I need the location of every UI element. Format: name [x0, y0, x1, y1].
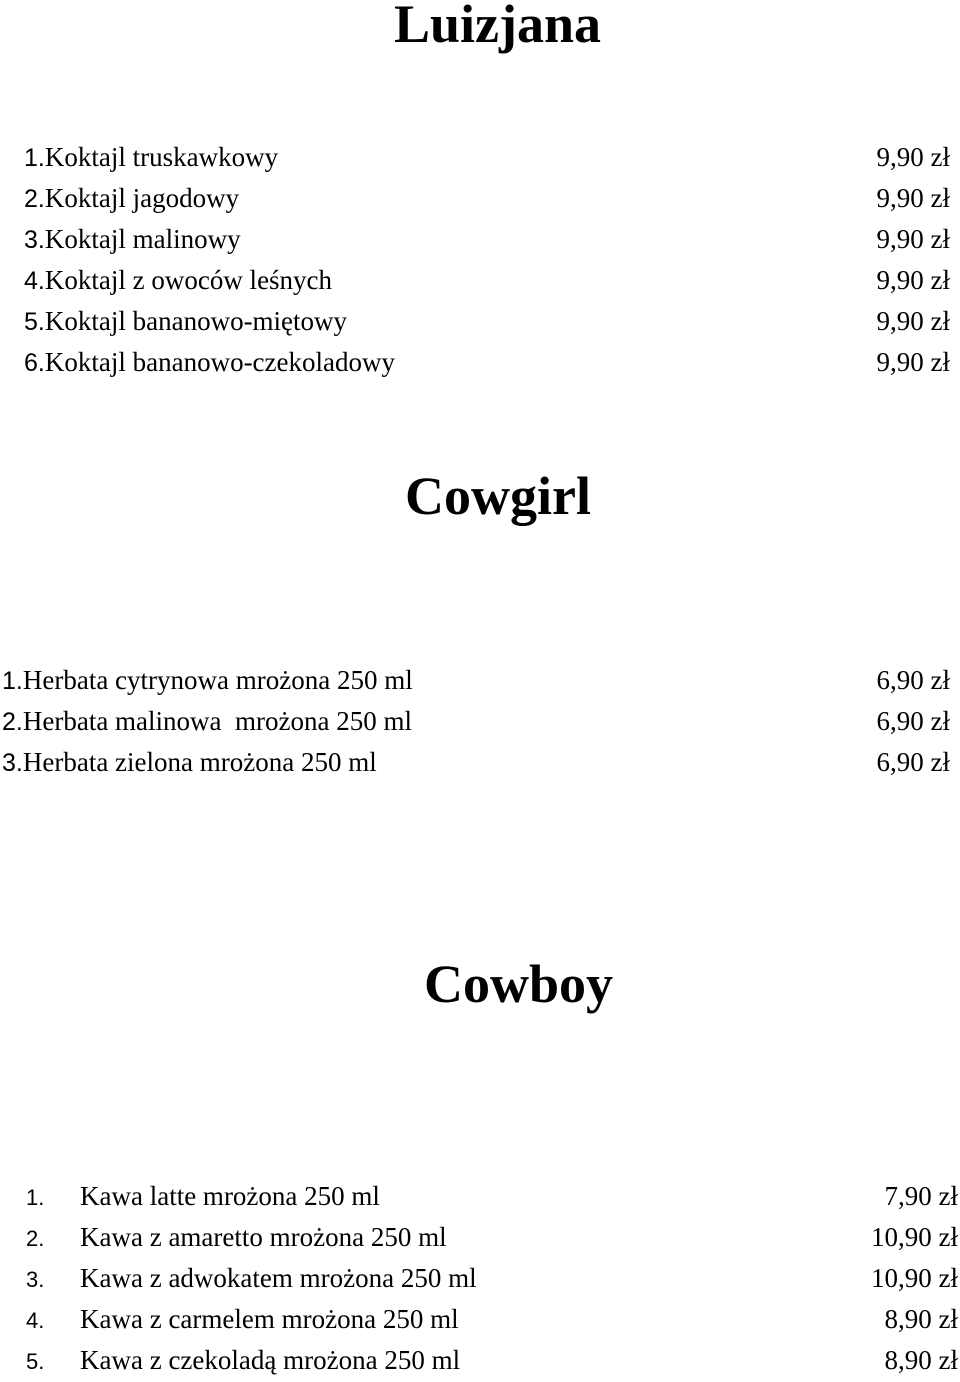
item-name: Koktajl z owoców leśnych [44, 265, 333, 295]
item-price: 9,90 zł [876, 224, 950, 254]
item-number: 4. [26, 1308, 45, 1333]
menu-item [26, 1258, 958, 1299]
item-price: 10,90 zł [871, 1263, 958, 1293]
menu-item [24, 301, 950, 342]
item-number: 5. [26, 1349, 45, 1374]
item-number: 2. [24, 185, 45, 213]
item-name: Kawa z czekoladą mrożona 250 ml [80, 1345, 461, 1375]
menu-item [26, 1217, 958, 1258]
item-price: 9,90 zł [876, 265, 950, 295]
item-name: Kawa z adwokatem mrożona 250 ml [80, 1263, 477, 1293]
item-price: 10,90 zł [871, 1222, 958, 1252]
item-price: 6,90 zł [876, 706, 950, 736]
item-name: Kawa z amaretto mrożona 250 ml [80, 1222, 447, 1252]
item-price: 8,90 zł [884, 1304, 958, 1334]
item-name: Koktajl jagodowy [44, 183, 240, 213]
item-number: 2. [2, 708, 23, 736]
item-number: 2. [26, 1226, 45, 1251]
item-number: 1. [2, 667, 23, 695]
menu-item [24, 178, 950, 219]
item-name: Herbata zielona mrożona 250 ml [22, 747, 377, 777]
section-title-cowgirl: Cowgirl [405, 466, 591, 526]
menu-list-luizjana [24, 137, 950, 383]
item-number: 6. [24, 349, 45, 377]
item-name: Kawa latte mrożona 250 ml [80, 1181, 380, 1211]
menu-item [2, 701, 950, 742]
menu-item [26, 1299, 958, 1340]
item-number: 3. [2, 749, 23, 777]
item-price: 9,90 zł [876, 183, 950, 213]
item-name: Koktajl truskawkowy [44, 142, 279, 172]
item-name: Koktajl malinowy [44, 224, 241, 254]
item-number: 3. [24, 226, 45, 254]
item-name: Kawa z carmelem mrożona 250 ml [80, 1304, 459, 1334]
item-price: 6,90 zł [876, 665, 950, 695]
section-title-cowboy: Cowboy [424, 954, 614, 1014]
menu-item [2, 742, 950, 783]
menu-list-cowboy [26, 1176, 958, 1381]
item-name: Herbata malinowa mrożona 250 ml [22, 706, 412, 736]
item-number: 3. [26, 1267, 45, 1292]
item-number: 1. [26, 1185, 45, 1210]
item-name: Herbata cytrynowa mrożona 250 ml [22, 665, 413, 695]
item-number: 5. [24, 308, 45, 336]
menu-item [24, 137, 950, 178]
item-name: Koktajl bananowo-czekoladowy [44, 347, 395, 377]
section-title-luizjana: Luizjana [394, 0, 602, 54]
item-price: 7,90 zł [884, 1181, 958, 1211]
item-number: 4. [24, 267, 45, 295]
menu-item [24, 219, 950, 260]
menu-item [24, 260, 950, 301]
item-price: 9,90 zł [876, 142, 950, 172]
item-name: Koktajl bananowo-miętowy [44, 306, 348, 336]
item-number: 1. [24, 144, 45, 172]
menu-item [24, 342, 950, 383]
item-price: 9,90 zł [876, 306, 950, 336]
menu-list-cowgirl [2, 660, 950, 783]
item-price: 9,90 zł [876, 347, 950, 377]
menu-item [26, 1176, 958, 1217]
menu-item [26, 1340, 958, 1381]
item-price: 6,90 zł [876, 747, 950, 777]
item-price: 8,90 zł [884, 1345, 958, 1375]
menu-item [2, 660, 950, 701]
